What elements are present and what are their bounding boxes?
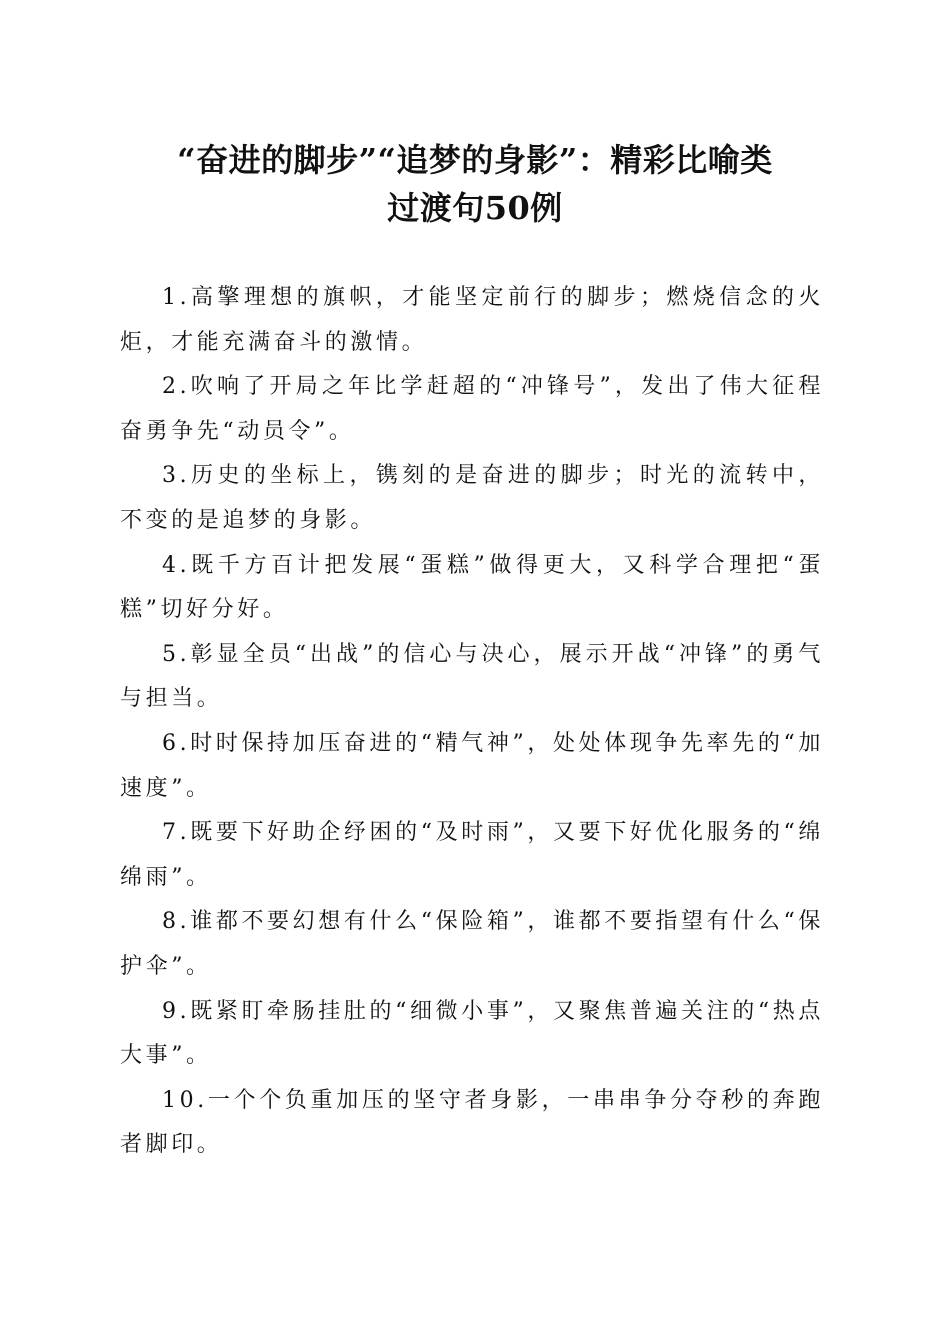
list-item: 7.既要下好助企纾困的“及时雨”，又要下好优化服务的“绵绵雨”。 (120, 820, 824, 890)
document-title (110, 136, 840, 232)
list-item: 1.高擎理想的旗帜，才能坚定前行的脚步；燃烧信念的火炬，才能充满奋斗的激情。 (120, 285, 824, 355)
title-line-1: “奋进的脚步”“追梦的身影”：精彩比喻类 (177, 141, 773, 179)
list-item: 5.彰显全员“出战”的信心与决心，展示开战“冲锋”的勇气与担当。 (120, 641, 824, 712)
document-body (120, 276, 824, 1168)
list-item: 2.吹响了开局之年比学赶超的“冲锋号”，发出了伟大征程奋勇争先“动员令”。 (120, 374, 824, 444)
list-item: 4.既千方百计把发展“蛋糕”做得更大，又科学合理把“蛋糕”切好分好。 (120, 552, 824, 623)
list-item: 10.一个个负重加压的坚守者身影，一串串争分夺秒的奔跑者脚印。 (120, 1087, 824, 1158)
title-line-2: 过渡句50例 (387, 189, 563, 227)
list-item: 8.谁都不要幻想有什么“保险箱”，谁都不要指望有什么“保护伞”。 (120, 909, 824, 979)
list-item: 3.历史的坐标上，镌刻的是奋进的脚步；时光的流转中，不变的是追梦的身影。 (120, 463, 824, 533)
list-item: 6.时时保持加压奋进的“精气神”，处处体现争先率先的“加速度”。 (120, 730, 824, 801)
list-item: 9.既紧盯牵肠挂肚的“细微小事”，又聚焦普遍关注的“热点大事”。 (120, 998, 824, 1069)
